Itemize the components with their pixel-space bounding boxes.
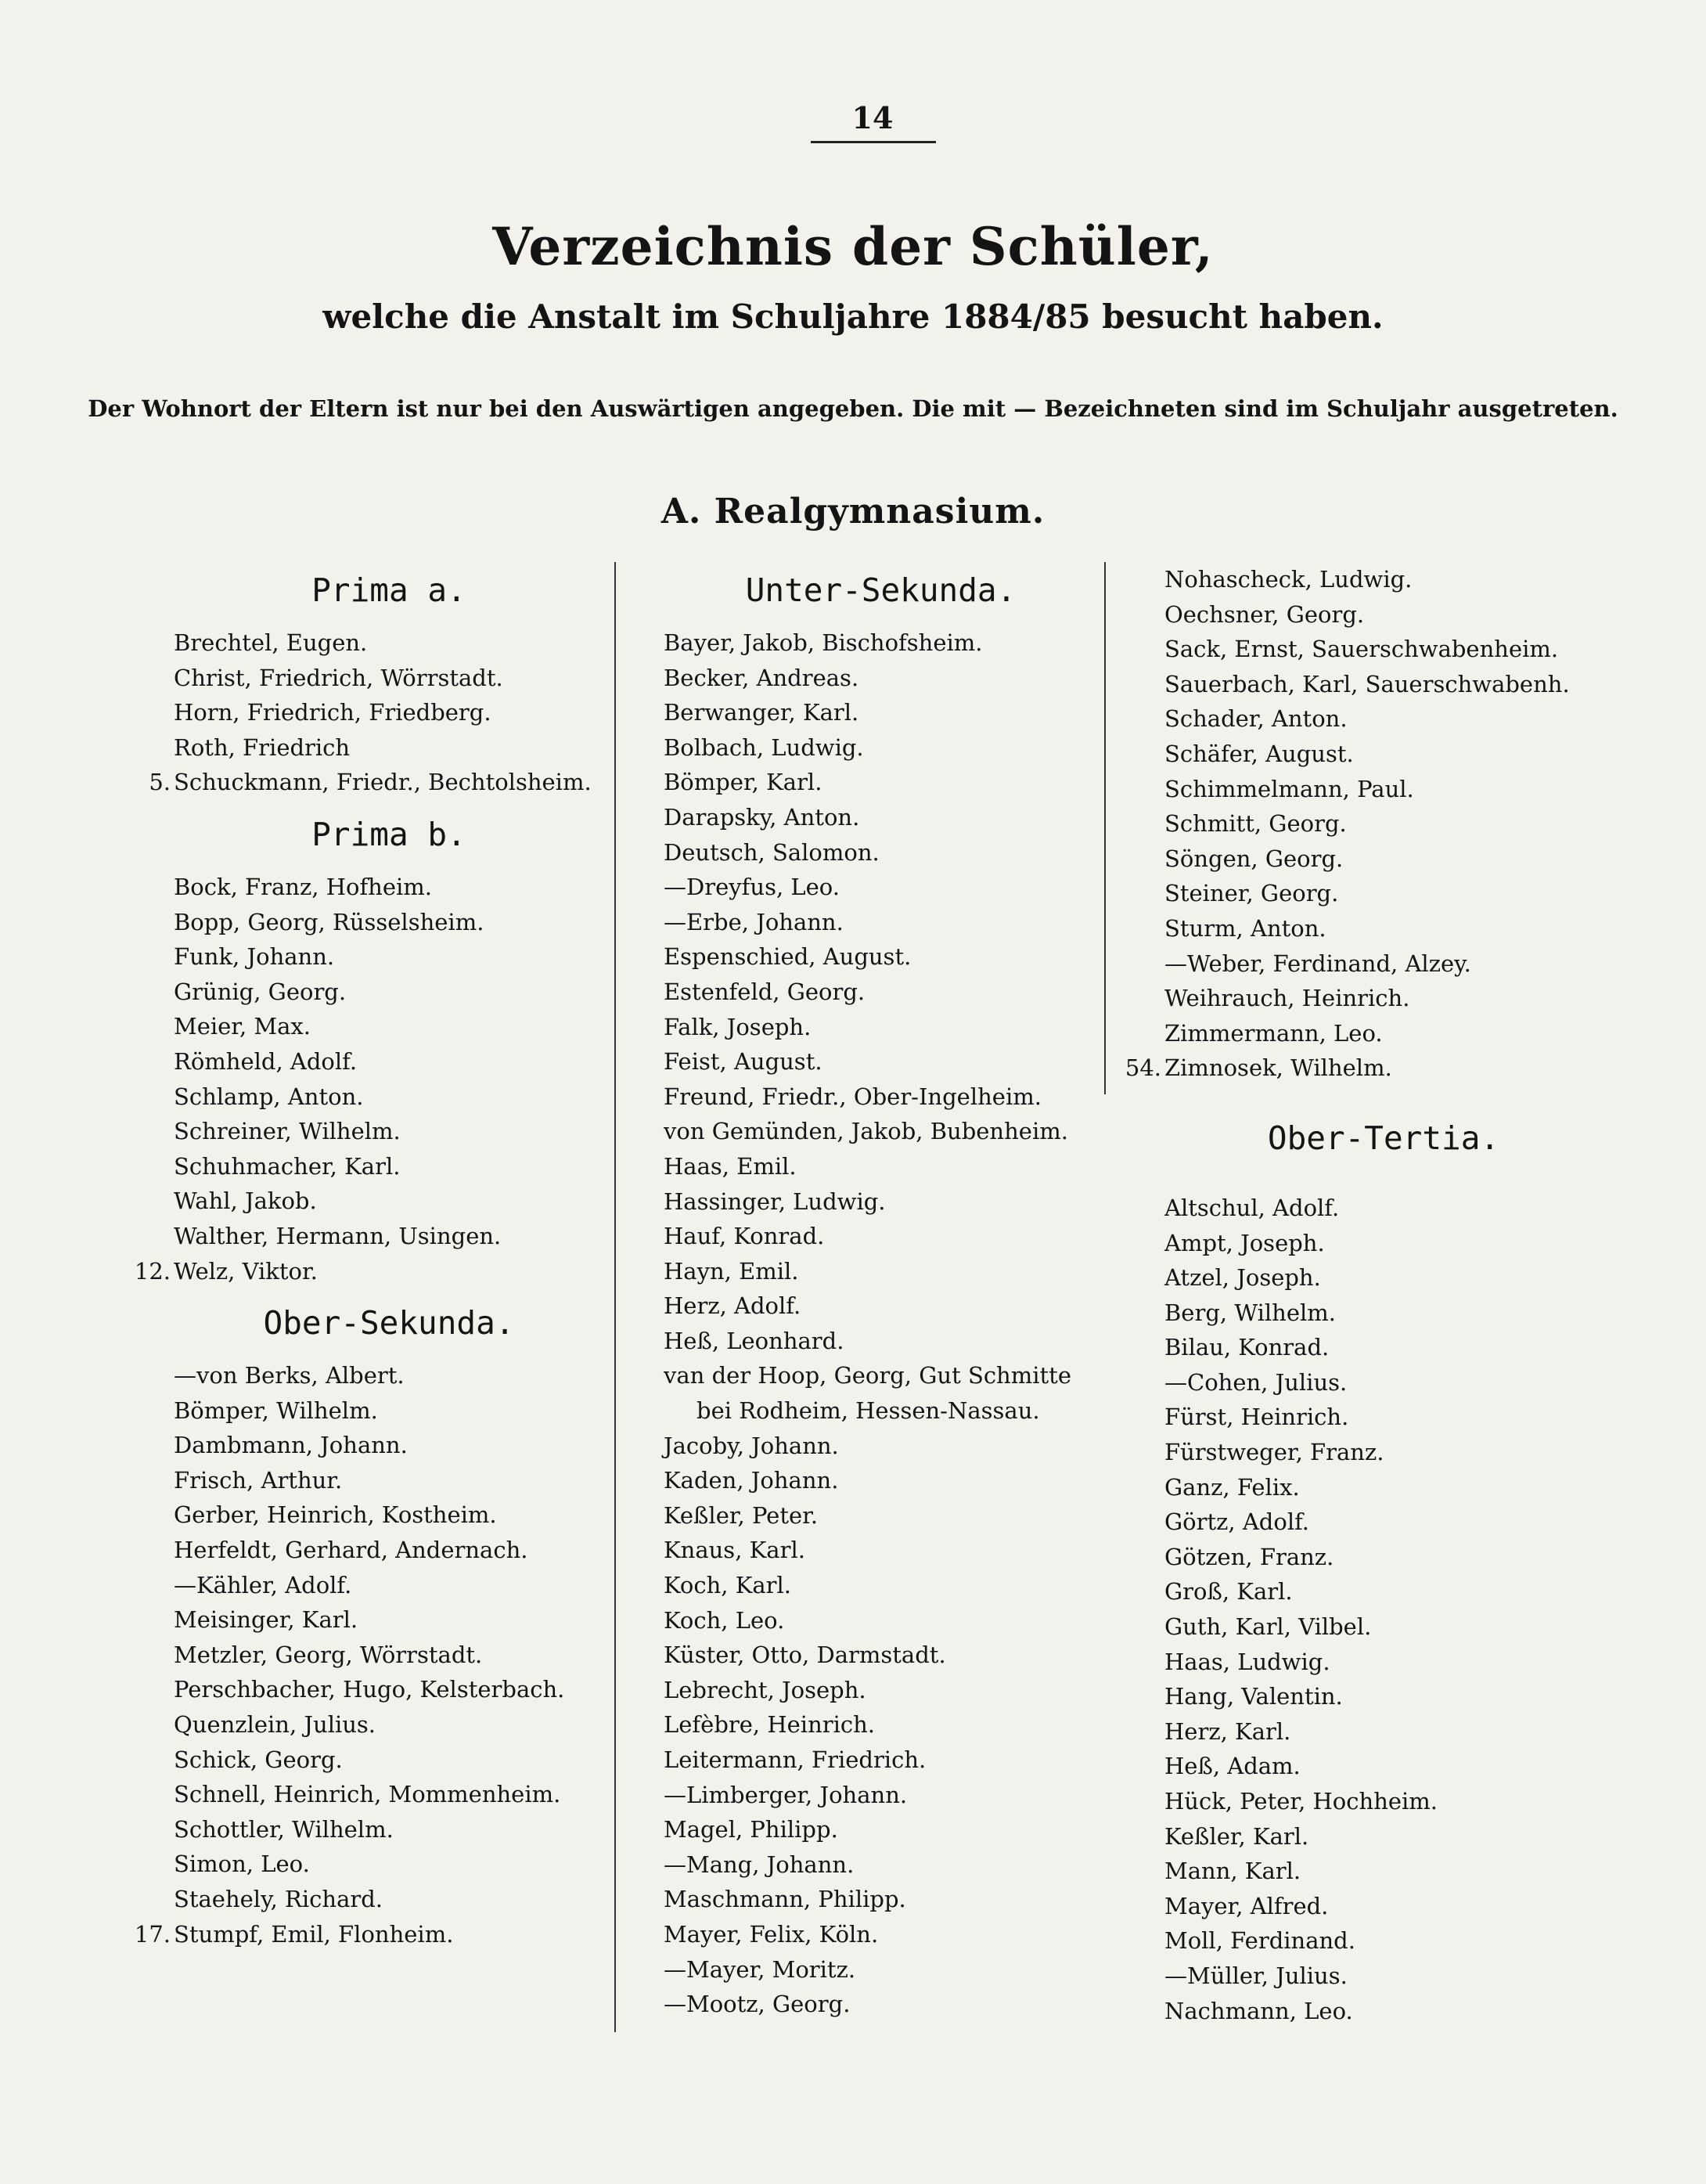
document-title: Verzeichnis der Schüler,	[492, 216, 1214, 277]
class-header-prima-a: Prima a.	[311, 571, 466, 609]
student-name: Schuhmacher, Karl.	[174, 1152, 401, 1180]
student-entry: Koch, Karl.	[664, 1572, 792, 1599]
student-entry	[1164, 876, 1603, 911]
student-entry	[1164, 632, 1603, 667]
student-entry	[174, 1393, 604, 1429]
student-entry	[1164, 772, 1603, 807]
student-name: Schnell, Heinrich, Mommenheim.	[174, 1781, 561, 1808]
student-entry: Koch, Leo.	[664, 1606, 785, 1634]
student-entry	[149, 765, 604, 800]
student-entry	[174, 1358, 604, 1393]
student-entry	[174, 1568, 604, 1603]
student-name: Dambmann, Johann.	[174, 1432, 408, 1459]
student-entry: —Dreyfus, Leo.	[664, 874, 840, 901]
student-entry	[174, 1219, 604, 1254]
student-entry	[1164, 562, 1603, 597]
student-name: Schimmelmann, Paul.	[1164, 775, 1414, 802]
student-name: Roth, Friedrich	[174, 733, 351, 761]
entry-number: 54.	[1125, 1054, 1161, 1082]
student-entry	[1164, 946, 1603, 982]
student-entry	[174, 1707, 604, 1743]
student-entry: Heß, Leonhard.	[664, 1327, 844, 1354]
student-entry	[174, 939, 604, 975]
student-name: Grünig, Georg.	[174, 978, 347, 1005]
student-entry	[174, 1638, 604, 1673]
page-number-rule	[811, 141, 936, 143]
student-entry: —Mootz, Georg.	[664, 1991, 851, 2018]
student-entry	[174, 1777, 604, 1812]
student-name: Schmitt, Georg.	[1164, 810, 1347, 838]
student-name: Schick, Georg.	[174, 1746, 343, 1773]
student-entry	[174, 695, 604, 730]
student-entry	[174, 1428, 604, 1463]
student-entry: Ampt, Joseph.	[1164, 1229, 1325, 1256]
student-entry: Fürstweger, Franz.	[1164, 1439, 1384, 1466]
student-name: Simon, Leo.	[174, 1851, 310, 1878]
class-header-prima-b: Prima b.	[311, 815, 466, 853]
student-name: Gerber, Heinrich, Kostheim.	[174, 1501, 497, 1529]
student-entry: Keßler, Karl.	[1164, 1822, 1309, 1850]
document-subtitle: welche die Anstalt im Schuljahre 1884/85 besucht haben.	[322, 297, 1384, 336]
student-entry: Deutsch, Salomon.	[664, 838, 880, 866]
student-name: Quenzlein, Julius.	[174, 1711, 376, 1739]
entry-number: 12.	[134, 1257, 171, 1285]
student-entry	[174, 661, 604, 696]
student-entry: Keßler, Peter.	[664, 1501, 819, 1529]
student-entry: Espenschied, August.	[664, 943, 912, 971]
student-entry	[1164, 701, 1603, 737]
student-name: Metzler, Georg, Wörrstadt.	[174, 1641, 483, 1668]
student-entry: —Erbe, Johann.	[664, 908, 844, 935]
class-header-ober-sekunda: Ober-Sekunda.	[263, 1304, 515, 1342]
student-entry: Lefèbre, Heinrich.	[664, 1711, 876, 1739]
student-entry	[1125, 1051, 1603, 1086]
student-name: Herfeldt, Gerhard, Andernach.	[174, 1537, 528, 1564]
student-name: Walther, Hermann, Usingen.	[174, 1222, 502, 1249]
student-name: Schuckmann, Friedr., Bechtolsheim.	[174, 769, 592, 796]
student-entry	[1164, 981, 1603, 1016]
student-entry: Hassinger, Ludwig.	[664, 1188, 886, 1215]
student-entry	[174, 730, 604, 766]
class-header-unter-sekunda: Unter-Sekunda.	[745, 571, 1017, 609]
student-entry	[174, 1184, 604, 1219]
student-entry: Darapsky, Anton.	[664, 803, 860, 831]
student-entry	[1164, 806, 1603, 842]
student-entry: Moll, Ferdinand.	[1164, 1927, 1355, 1955]
student-entry: Herz, Karl.	[1164, 1717, 1291, 1745]
student-entry: Mayer, Alfred.	[1164, 1892, 1329, 1919]
student-entry	[174, 1149, 604, 1184]
student-entry: Bilau, Konrad.	[1164, 1334, 1330, 1361]
student-entry	[174, 1882, 604, 1917]
explanatory-note: Der Wohnort der Eltern ist nur bei den Auswärtigen angegeben. Die mit — Bezeichneten sind im Schuljahr ausgetreten.	[88, 395, 1618, 422]
student-entry: Altschul, Adolf.	[1164, 1194, 1340, 1221]
student-entry: —Cohen, Julius.	[1164, 1368, 1348, 1396]
student-entry: Feist, August.	[664, 1048, 822, 1076]
student-entry: Bömper, Karl.	[664, 769, 822, 796]
student-entry	[134, 1254, 604, 1289]
student-name: Staehely, Richard.	[174, 1886, 383, 1912]
student-entry	[174, 905, 604, 940]
student-entry: van der Hoop, Georg, Gut Schmitte	[664, 1362, 1071, 1389]
student-entry: Knaus, Karl.	[664, 1537, 805, 1564]
student-name: Stumpf, Emil, Flonheim.	[174, 1920, 454, 1948]
student-entry	[1164, 842, 1603, 877]
student-entry: Estenfeld, Georg.	[664, 978, 866, 1005]
student-entry	[1164, 911, 1603, 946]
student-name: Schäfer, August.	[1164, 740, 1354, 767]
column-3	[1125, 562, 1603, 2028]
student-name: Wahl, Jakob.	[174, 1188, 317, 1215]
student-entry	[174, 1009, 604, 1044]
student-name: Christ, Friedrich, Wörrstadt.	[174, 664, 503, 691]
student-entry: Hang, Valentin.	[1164, 1683, 1343, 1710]
student-name: —Kähler, Adolf.	[174, 1571, 352, 1598]
student-entry	[174, 975, 604, 1010]
student-name: Nohascheck, Ludwig.	[1164, 566, 1413, 593]
student-name: Sturm, Anton.	[1164, 914, 1326, 942]
student-name: Meier, Max.	[174, 1013, 311, 1040]
student-name: Frisch, Arthur.	[174, 1466, 343, 1494]
entry-number: 17.	[134, 1920, 171, 1948]
student-entry	[174, 1497, 604, 1533]
student-entry: Maschmann, Philipp.	[664, 1886, 906, 1913]
student-name: —von Berks, Albert.	[174, 1362, 405, 1389]
student-entry	[174, 1743, 604, 1778]
student-name: Weihrauch, Heinrich.	[1164, 985, 1410, 1012]
student-entry: Haas, Ludwig.	[1164, 1648, 1330, 1675]
student-entry	[134, 1917, 604, 1952]
student-name: Horn, Friedrich, Friedberg.	[174, 699, 491, 726]
student-entry: Freund, Friedr., Ober-Ingelheim.	[664, 1083, 1042, 1110]
student-entry: —Mayer, Moritz.	[664, 1955, 856, 1983]
student-entry: Guth, Karl, Vilbel.	[1164, 1613, 1372, 1641]
student-name: Schreiner, Wilhelm.	[174, 1118, 401, 1145]
student-entry	[174, 1079, 604, 1115]
column-1	[134, 556, 604, 1952]
student-entry	[174, 625, 604, 661]
student-entry	[174, 1672, 604, 1707]
student-entry: Leitermann, Friedrich.	[664, 1746, 927, 1773]
student-entry	[174, 1847, 604, 1882]
student-entry: Lebrecht, Joseph.	[664, 1676, 866, 1703]
student-entry: Bolbach, Ludwig.	[664, 733, 864, 761]
student-entry: Berg, Wilhelm.	[1164, 1299, 1337, 1326]
student-entry: Jacoby, Johann.	[664, 1432, 839, 1459]
student-name: Funk, Johann.	[174, 943, 335, 971]
student-name: —Weber, Ferdinand, Alzey.	[1164, 950, 1471, 977]
student-entry: Ganz, Felix.	[1164, 1473, 1300, 1501]
column-2	[664, 556, 1098, 2022]
student-entry: Görtz, Adolf.	[1164, 1508, 1310, 1536]
student-entry: Hayn, Emil.	[664, 1257, 799, 1285]
student-entry: Berwanger, Karl.	[664, 699, 859, 726]
class-header-ober-tertia: Ober-Tertia.	[1267, 1119, 1500, 1157]
student-entry: Becker, Andreas.	[664, 664, 859, 691]
student-name: Zimnosek, Wilhelm.	[1164, 1054, 1392, 1082]
student-name: Bopp, Georg, Rüsselsheim.	[174, 908, 484, 935]
student-entry: bei Rodheim, Hessen-Nassau.	[696, 1397, 1040, 1425]
student-entry: Heß, Adam.	[1164, 1753, 1301, 1780]
student-name: Schottler, Wilhelm.	[174, 1815, 394, 1843]
student-name: Brechtel, Eugen.	[174, 629, 368, 656]
student-entry: von Gemünden, Jakob, Bubenheim.	[664, 1118, 1068, 1145]
entry-number: 5.	[149, 769, 171, 796]
student-entry: Falk, Joseph.	[664, 1013, 812, 1040]
student-entry	[1164, 737, 1603, 772]
column-divider-left	[614, 562, 616, 2032]
student-entry: Hück, Peter, Hochheim.	[1164, 1788, 1438, 1815]
student-entry: Mayer, Felix, Köln.	[664, 1920, 879, 1948]
student-name: Sauerbach, Karl, Sauerschwabenh.	[1164, 670, 1570, 697]
student-entry: —Müller, Julius.	[1164, 1962, 1348, 1989]
column-divider-right	[1104, 562, 1106, 1094]
student-name: Oechsner, Georg.	[1164, 600, 1365, 628]
student-entry: Bayer, Jakob, Bischofsheim.	[664, 629, 983, 656]
student-name: Bock, Franz, Hofheim.	[174, 873, 433, 900]
student-entry: Kaden, Johann.	[664, 1467, 839, 1494]
student-name: Perschbacher, Hugo, Kelsterbach.	[174, 1676, 565, 1703]
student-name: Bömper, Wilhelm.	[174, 1397, 378, 1424]
student-entry	[174, 1114, 604, 1149]
student-entry: Nachmann, Leo.	[1164, 1997, 1353, 2024]
student-entry	[174, 870, 604, 905]
student-entry: Hauf, Konrad.	[664, 1223, 825, 1250]
student-name: Sack, Ernst, Sauerschwabenheim.	[1164, 636, 1559, 663]
student-name: Schlamp, Anton.	[174, 1083, 364, 1110]
page-number: 14	[851, 100, 894, 135]
student-entry: Mann, Karl.	[1164, 1858, 1301, 1885]
student-entry: Küster, Otto, Darmstadt.	[664, 1642, 946, 1669]
student-name: Zimmermann, Leo.	[1164, 1019, 1383, 1047]
student-entry	[1164, 1016, 1603, 1051]
student-name: Schader, Anton.	[1164, 705, 1348, 733]
student-entry	[174, 1044, 604, 1079]
student-entry: Atzel, Joseph.	[1164, 1264, 1321, 1292]
student-entry: Fürst, Heinrich.	[1164, 1404, 1349, 1431]
student-name: Römheld, Adolf.	[174, 1047, 358, 1075]
student-entry	[174, 1602, 604, 1638]
student-name: Welz, Viktor.	[174, 1257, 318, 1285]
student-entry: Magel, Philipp.	[664, 1816, 838, 1843]
student-entry	[174, 1463, 604, 1498]
student-entry: —Mang, Johann.	[664, 1851, 855, 1878]
student-entry: Herz, Adolf.	[664, 1292, 801, 1320]
student-name: Steiner, Georg.	[1164, 880, 1339, 907]
student-entry: Groß, Karl.	[1164, 1578, 1293, 1606]
student-entry: Götzen, Franz.	[1164, 1543, 1334, 1570]
student-entry	[174, 1533, 604, 1568]
student-entry: —Limberger, Johann.	[664, 1781, 908, 1808]
student-entry	[1164, 597, 1603, 632]
section-heading: A. Realgymnasium.	[660, 492, 1046, 532]
student-name: Meisinger, Karl.	[174, 1606, 358, 1634]
student-entry	[174, 1812, 604, 1847]
student-name: Söngen, Georg.	[1164, 845, 1344, 872]
student-entry: Haas, Emil.	[664, 1152, 797, 1180]
student-entry	[1164, 667, 1603, 702]
